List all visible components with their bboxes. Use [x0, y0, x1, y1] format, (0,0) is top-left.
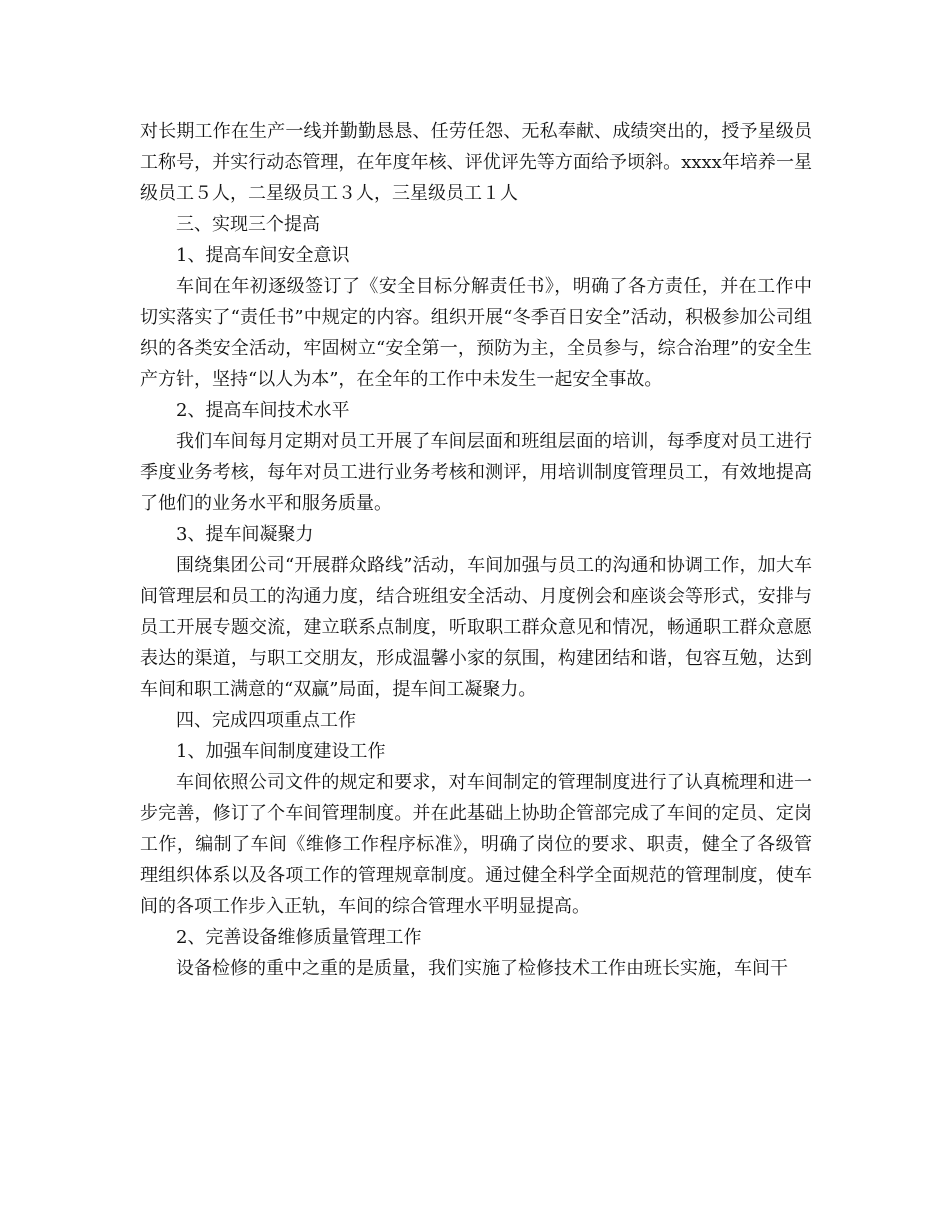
paragraph-star-staff: 对长期工作在生产一线并勤勤恳恳、任劳任怨、无私奉献、成绩突出的，授予星级员工称号，并实行动态管理，在年度年核、评优评先等方面给予顷斜。xxxx年培养一星级员工５人，二星级员工３人，三星级员工１人 [140, 121, 812, 204]
document-body [140, 116, 812, 984]
subheading-safety-awareness: 1、提高车间安全意识 [176, 245, 350, 266]
paragraph-safety-awareness: 车间在年初逐级签订了《安全目标分解责任书》，明确了各方责任，并在工作中切实落实了“责任书”中规定的内容。组织开展“冬季百日安全”活动，积极参加公司组织的各类安全活动，牢固树立“安全第一，预防为主，全员参与，综合治理”的安全生产方针，坚持“以人为本”，在全年的工作中未发生一起安全事故。 [140, 276, 812, 390]
heading-four-key-tasks: 四、完成四项重点工作 [176, 710, 356, 731]
paragraph-technical-level: 我们车间每月定期对员工开展了车间层面和班组层面的培训，每季度对员工进行季度业务考核，每年对员工进行业务考核和测评，用培训制度管理员工，有效地提高了他们的业务水平和服务质量。 [140, 431, 812, 514]
paragraph-system-building: 车间依照公司文件的规定和要求，对车间制定的管理制度进行了认真梳理和进一步完善，修订了个车间管理制度。并在此基础上协助企管部完成了车间的定员、定岗工作，编制了车间《维修工作程序标准》，明确了岗位的要求、职责，健全了各级管理组织体系以及各项工作的管理规章制度。通过健全科学全面规范的管理制度，使车间的各项工作步入正轨，车间的综合管理水平明显提高。 [140, 772, 812, 917]
subheading-technical-level: 2、提高车间技术水平 [176, 400, 350, 421]
subheading-cohesion: 3、提车间凝聚力 [176, 524, 314, 545]
heading-three-improvements: 三、实现三个提高 [176, 214, 320, 235]
subheading-maintenance-quality: 2、完善设备维修质量管理工作 [176, 927, 422, 948]
subheading-system-building: 1、加强车间制度建设工作 [176, 741, 386, 762]
paragraph-cohesion: 围绕集团公司“开展群众路线”活动，车间加强与员工的沟通和协调工作，加大车间管理层和员工的沟通力度，结合班组安全活动、月度例会和座谈会等形式，安排与员工开展专题交流，建立联系点制度，听取职工群众意见和情况，畅通职工群众意愿表达的渠道，与职工交朋友，形成温馨小家的氛围，构建团结和谐，包容互勉，达到车间和职工满意的“双赢”局面，提车间工凝聚力。 [140, 555, 812, 700]
paragraph-maintenance-quality: 设备检修的重中之重的是质量，我们实施了检修技术工作由班长实施，车间干 [176, 958, 788, 979]
